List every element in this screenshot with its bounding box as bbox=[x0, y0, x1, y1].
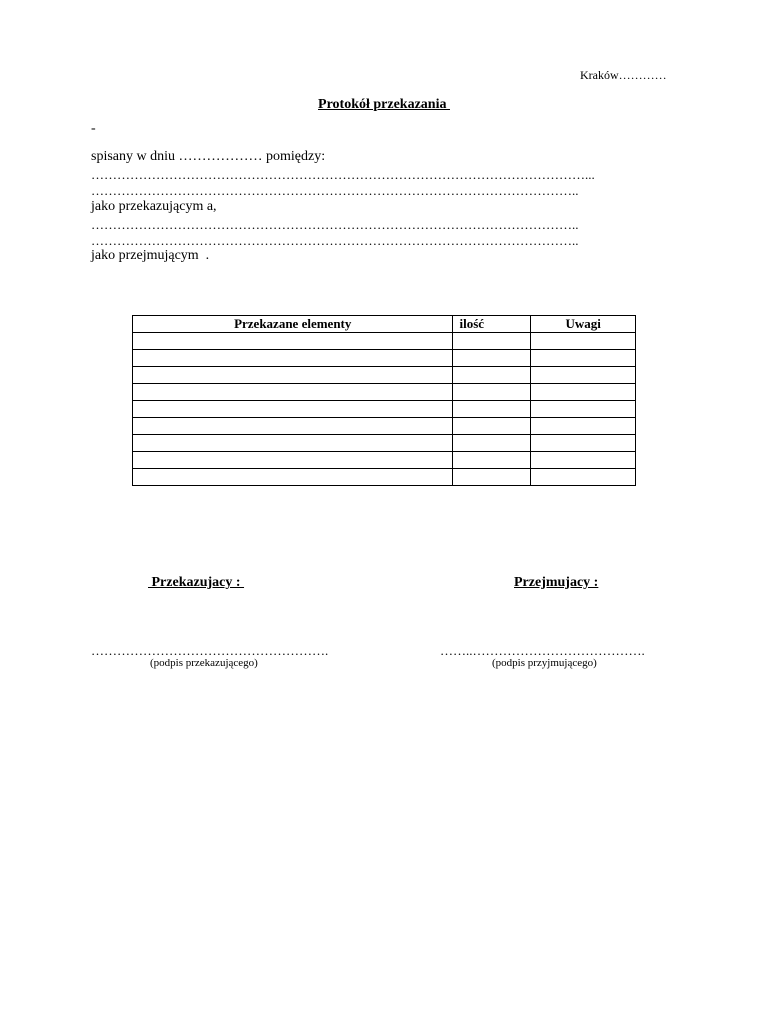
date-line: spisany w dniu ……………… pomiędzy: bbox=[91, 149, 326, 164]
signature-line-left: ………………………………………………. bbox=[91, 643, 329, 658]
table-cell bbox=[453, 469, 531, 486]
role-receiving: jako przejmującym . bbox=[91, 248, 210, 263]
role-transferring: jako przekazującym a, bbox=[91, 199, 217, 214]
table-cell bbox=[133, 435, 453, 452]
table-cell bbox=[531, 469, 636, 486]
table-header-row bbox=[133, 316, 636, 333]
dotted-line-1: ……………………………………………………………………………………………………... bbox=[91, 167, 595, 182]
table-cell bbox=[531, 350, 636, 367]
table-cell bbox=[531, 384, 636, 401]
table-cell bbox=[133, 333, 453, 350]
table-cell bbox=[453, 435, 531, 452]
table-cell bbox=[531, 452, 636, 469]
table-cell bbox=[133, 418, 453, 435]
table-row bbox=[133, 384, 636, 401]
table-row bbox=[133, 418, 636, 435]
table-row bbox=[133, 469, 636, 486]
table-row bbox=[133, 333, 636, 350]
items-table bbox=[132, 315, 636, 486]
signature-title-left: Przekazujacy : bbox=[148, 575, 245, 590]
table-cell bbox=[531, 401, 636, 418]
table-cell bbox=[133, 384, 453, 401]
table-cell bbox=[133, 469, 453, 486]
table-cell bbox=[531, 418, 636, 435]
table-row bbox=[133, 367, 636, 384]
table-cell bbox=[453, 367, 531, 384]
table-cell bbox=[453, 401, 531, 418]
table-cell bbox=[531, 333, 636, 350]
signature-line-right: ……..…………………………………. bbox=[440, 643, 645, 658]
document-title: Protokół przekazania bbox=[318, 97, 450, 112]
table-cell bbox=[133, 367, 453, 384]
table-cell bbox=[453, 384, 531, 401]
table-cell bbox=[133, 452, 453, 469]
table-cell bbox=[531, 435, 636, 452]
table-cell bbox=[453, 452, 531, 469]
table-cell bbox=[453, 418, 531, 435]
table-row bbox=[133, 350, 636, 367]
table-cell bbox=[453, 350, 531, 367]
table-cell bbox=[531, 367, 636, 384]
table-row bbox=[133, 452, 636, 469]
dash-line: - bbox=[91, 121, 96, 136]
dotted-line-4: ………………………………………………………………………………………………….. bbox=[91, 233, 579, 248]
table-cell bbox=[453, 333, 531, 350]
header-elements: Przekazane elementy bbox=[133, 316, 453, 333]
table-row bbox=[133, 435, 636, 452]
dotted-line-3: ………………………………………………………………………………………………….. bbox=[91, 217, 579, 232]
header-quantity: ilość bbox=[453, 316, 531, 333]
dotted-line-2: ………………………………………………………………………………………………….. bbox=[91, 183, 579, 198]
header-notes: Uwagi bbox=[531, 316, 636, 333]
table-cell bbox=[133, 350, 453, 367]
signature-label-left: (podpis przekazującego) bbox=[150, 657, 258, 669]
table-row bbox=[133, 401, 636, 418]
signature-title-right: Przejmujacy : bbox=[514, 575, 599, 590]
table-cell bbox=[133, 401, 453, 418]
signature-label-right: (podpis przyjmującego) bbox=[492, 657, 597, 669]
place-date: Kraków………… bbox=[580, 68, 667, 82]
